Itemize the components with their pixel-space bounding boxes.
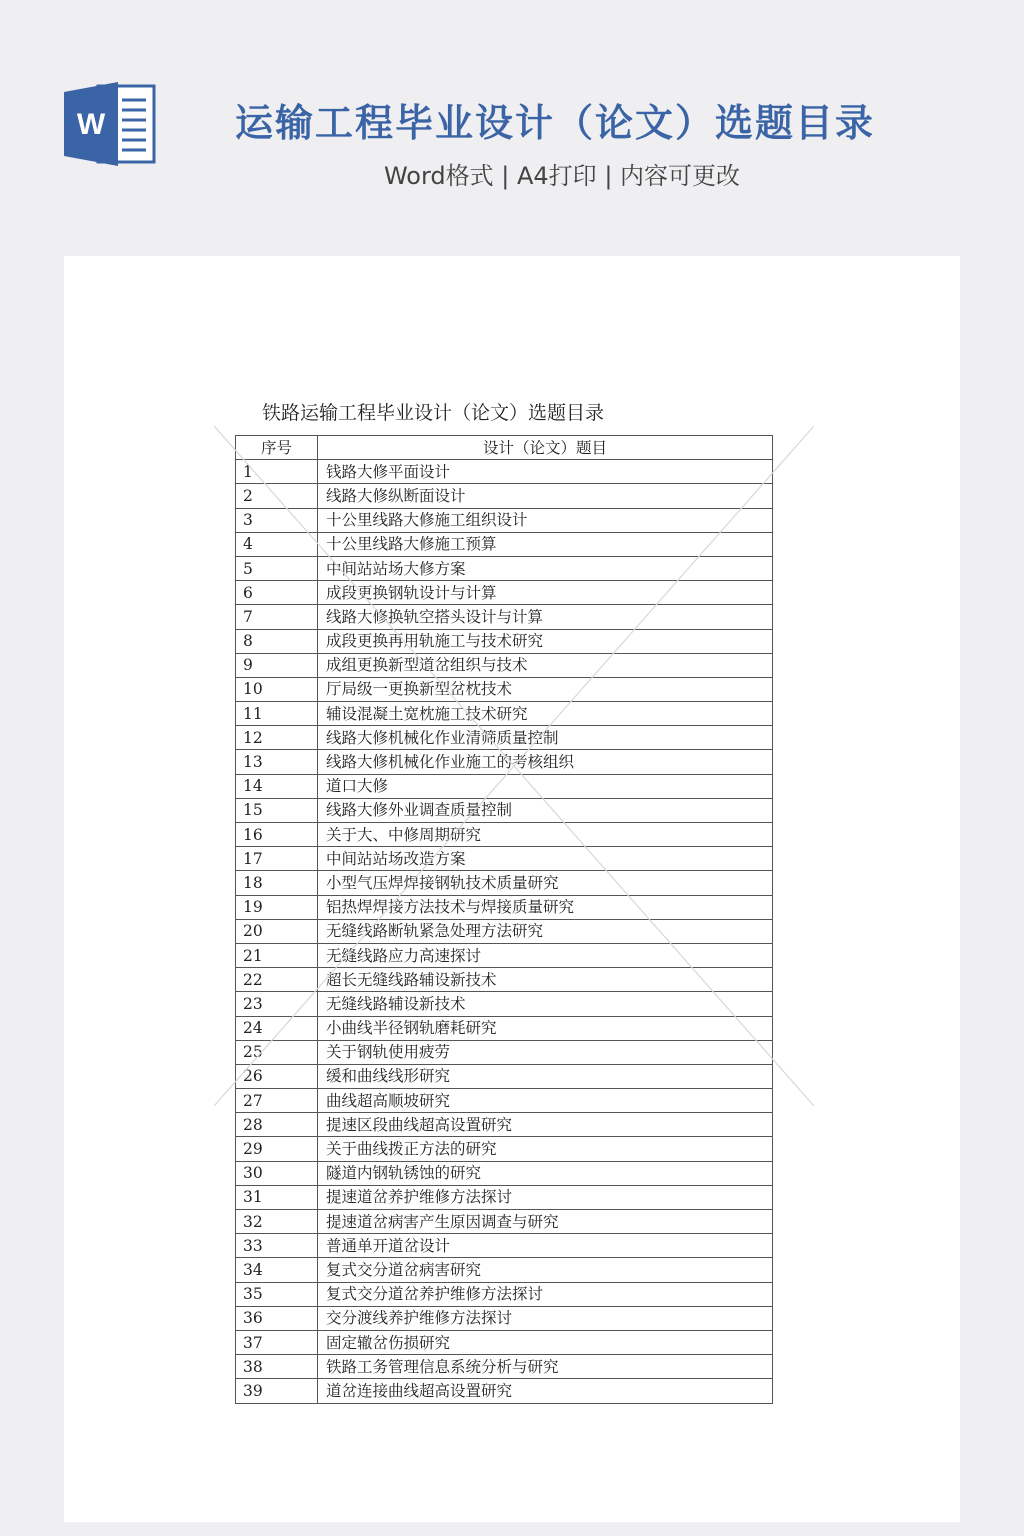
table-row: [236, 992, 773, 1016]
row-topic: 线路大修纵断面设计: [318, 484, 773, 508]
banner-subtitle: Word格式 | A4打印 | 内容可更改: [383, 162, 741, 190]
row-index: 30: [236, 1161, 318, 1185]
row-topic: 十公里线路大修施工预算: [318, 532, 773, 556]
table-row: [236, 629, 773, 653]
table-row: [236, 1379, 773, 1403]
row-topic: 固定辙岔伤损研究: [318, 1330, 773, 1354]
table-header-row: [236, 436, 773, 460]
row-topic: 线路大修机械化作业施工的考核组织: [318, 750, 773, 774]
header-index: 序号: [236, 436, 318, 460]
row-index: 31: [236, 1185, 318, 1209]
row-index: 17: [236, 847, 318, 871]
table-row: [236, 1210, 773, 1234]
row-index: 5: [236, 556, 318, 580]
table-row: [236, 532, 773, 556]
table-row: [236, 508, 773, 532]
row-topic: 十公里线路大修施工组织设计: [318, 508, 773, 532]
table-row: [236, 871, 773, 895]
row-topic: 无缝线路断轨紧急处理方法研究: [318, 919, 773, 943]
row-index: 27: [236, 1089, 318, 1113]
banner-title: 运输工程毕业设计（论文）选题目录: [234, 101, 875, 145]
row-topic: 厅局级一更换新型岔枕技术: [318, 677, 773, 701]
row-index: 32: [236, 1210, 318, 1234]
row-topic: 提速区段曲线超高设置研究: [318, 1113, 773, 1137]
table-row: [236, 823, 773, 847]
row-topic: 成段更换再用轨施工与技术研究: [318, 629, 773, 653]
row-topic: 无缝线路辅设新技术: [318, 992, 773, 1016]
table-row: [236, 1016, 773, 1040]
table-row: [236, 1258, 773, 1282]
row-index: 4: [236, 532, 318, 556]
row-topic: 隧道内钢轨锈蚀的研究: [318, 1161, 773, 1185]
row-topic: 普通单开道岔设计: [318, 1234, 773, 1258]
header-topic: 设计（论文）题目: [318, 436, 773, 460]
row-index: 39: [236, 1379, 318, 1403]
row-topic: 道口大修: [318, 774, 773, 798]
row-index: 15: [236, 798, 318, 822]
row-index: 13: [236, 750, 318, 774]
table-row: [236, 1089, 773, 1113]
table-row: [236, 1137, 773, 1161]
row-topic: 关于大、中修周期研究: [318, 823, 773, 847]
row-index: 38: [236, 1355, 318, 1379]
row-index: 25: [236, 1040, 318, 1064]
row-index: 18: [236, 871, 318, 895]
row-topic: 中间站站场改造方案: [318, 847, 773, 871]
row-topic: 成组更换新型道岔组织与技术: [318, 653, 773, 677]
row-topic: 铝热焊焊接方法技术与焊接质量研究: [318, 895, 773, 919]
row-index: 9: [236, 653, 318, 677]
row-topic: 复式交分道岔养护维修方法探讨: [318, 1282, 773, 1306]
row-index: 35: [236, 1282, 318, 1306]
row-topic: 线路大修换轨空搭头设计与计算: [318, 605, 773, 629]
row-index: 26: [236, 1064, 318, 1088]
row-index: 28: [236, 1113, 318, 1137]
row-index: 12: [236, 726, 318, 750]
row-index: 29: [236, 1137, 318, 1161]
table-row: [236, 798, 773, 822]
row-index: 37: [236, 1330, 318, 1354]
table-row: [236, 1282, 773, 1306]
row-index: 33: [236, 1234, 318, 1258]
row-index: 8: [236, 629, 318, 653]
row-topic: 交分渡线养护维修方法探讨: [318, 1306, 773, 1330]
table-row: [236, 943, 773, 967]
row-index: 2: [236, 484, 318, 508]
topics-table: [235, 435, 773, 1404]
row-index: 3: [236, 508, 318, 532]
table-row: [236, 1161, 773, 1185]
table-row: [236, 605, 773, 629]
row-index: 6: [236, 581, 318, 605]
row-index: 7: [236, 605, 318, 629]
row-index: 36: [236, 1306, 318, 1330]
row-index: 10: [236, 677, 318, 701]
row-index: 22: [236, 968, 318, 992]
row-index: 14: [236, 774, 318, 798]
table-row: [236, 581, 773, 605]
table-row: [236, 1355, 773, 1379]
table-row: [236, 653, 773, 677]
row-topic: 钱路大修平面设计: [318, 460, 773, 484]
row-index: 21: [236, 943, 318, 967]
row-topic: 小曲线半径钢轨磨耗研究: [318, 1016, 773, 1040]
row-topic: 辅设混凝土宽枕施工技术研究: [318, 702, 773, 726]
row-topic: 复式交分道岔病害研究: [318, 1258, 773, 1282]
row-topic: 缓和曲线线形研究: [318, 1064, 773, 1088]
row-topic: 无缝线路应力高速探讨: [318, 943, 773, 967]
table-row: [236, 484, 773, 508]
row-index: 34: [236, 1258, 318, 1282]
word-icon-letter: W: [76, 108, 106, 141]
row-topic: 中间站站场大修方案: [318, 556, 773, 580]
row-topic: 道岔连接曲线超高设置研究: [318, 1379, 773, 1403]
table-row: [236, 1234, 773, 1258]
table-row: [236, 1306, 773, 1330]
row-topic: 线路大修外业调查质量控制: [318, 798, 773, 822]
row-index: 16: [236, 823, 318, 847]
row-topic: 小型气压焊焊接钢轨技术质量研究: [318, 871, 773, 895]
table-row: [236, 750, 773, 774]
table-row: [236, 1113, 773, 1137]
document-page: [64, 256, 960, 1522]
row-index: 11: [236, 702, 318, 726]
table-row: [236, 968, 773, 992]
table-row: [236, 1330, 773, 1354]
row-topic: 关于曲线拨正方法的研究: [318, 1137, 773, 1161]
table-row: [236, 702, 773, 726]
table-row: [236, 460, 773, 484]
row-index: 24: [236, 1016, 318, 1040]
row-index: 19: [236, 895, 318, 919]
row-index: 23: [236, 992, 318, 1016]
document-title: 铁路运输工程毕业设计（论文）选题目录: [262, 402, 605, 424]
row-topic: 提速道岔养护维修方法探讨: [318, 1185, 773, 1209]
row-topic: 提速道岔病害产生原因调查与研究: [318, 1210, 773, 1234]
table-row: [236, 895, 773, 919]
table-row: [236, 1185, 773, 1209]
table-row: [236, 774, 773, 798]
row-topic: 关于钢轨使用疲劳: [318, 1040, 773, 1064]
row-topic: 铁路工务管理信息系统分析与研究: [318, 1355, 773, 1379]
table-row: [236, 847, 773, 871]
row-index: 20: [236, 919, 318, 943]
table-row: [236, 556, 773, 580]
table-row: [236, 726, 773, 750]
table-row: [236, 1040, 773, 1064]
row-index: 1: [236, 460, 318, 484]
row-topic: 曲线超高顺坡研究: [318, 1089, 773, 1113]
table-row: [236, 677, 773, 701]
row-topic: 线路大修机械化作业清筛质量控制: [318, 726, 773, 750]
table-row: [236, 919, 773, 943]
row-topic: 成段更换钢轨设计与计算: [318, 581, 773, 605]
table-row: [236, 1064, 773, 1088]
row-topic: 超长无缝线路辅设新技术: [318, 968, 773, 992]
